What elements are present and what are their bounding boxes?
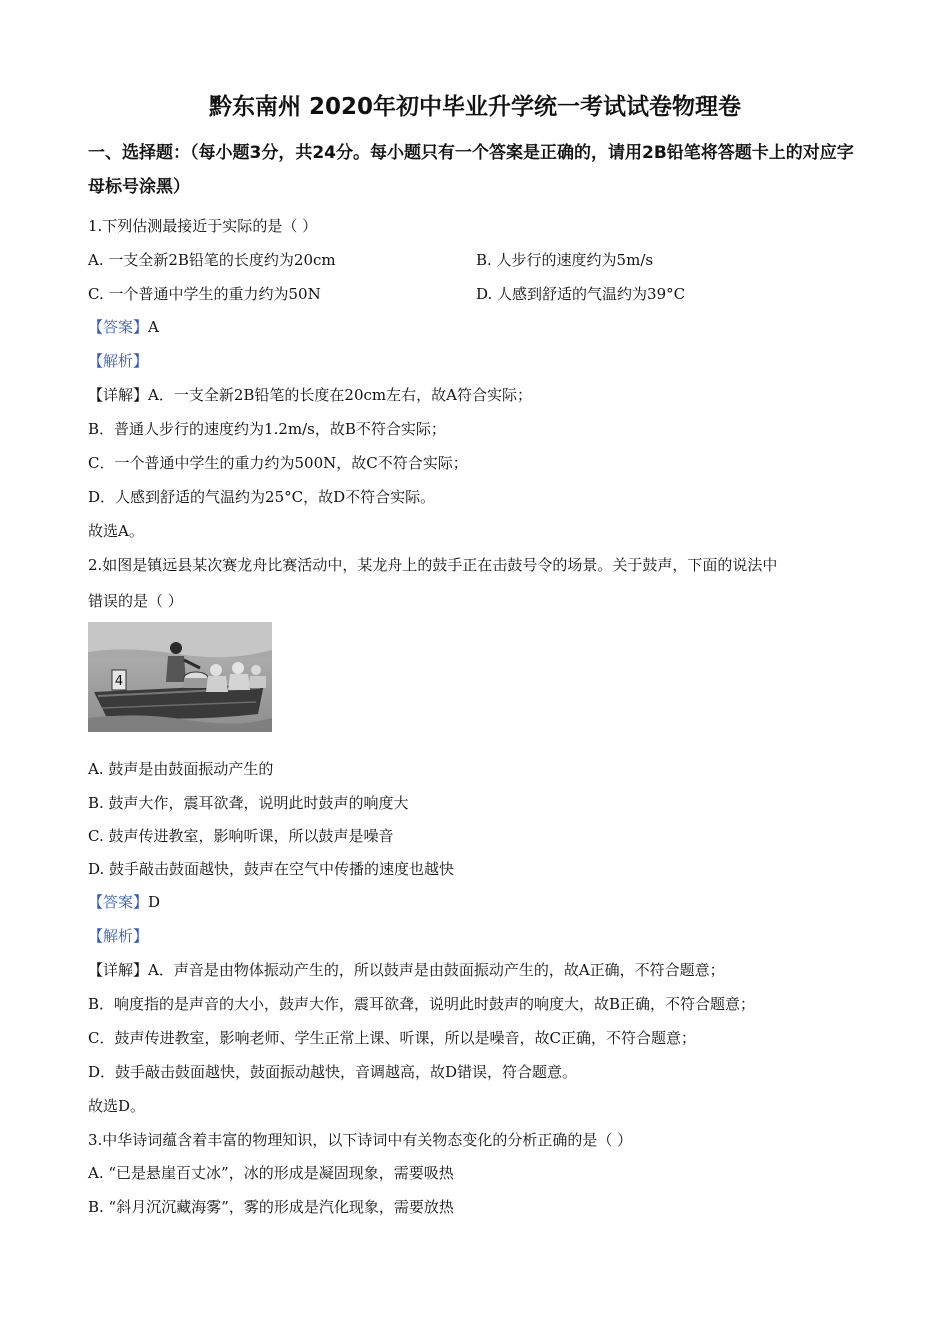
answer-value: A [148, 318, 159, 336]
answer-label: 【答案】 [88, 893, 149, 911]
section-heading: 一、选择题：（每小题3分，共24分。每小题只有一个答案是正确的，请用2B铅笔将答题卡上的对应字母标号涂黑） [88, 143, 854, 197]
question-1-analysis-label: 【解析】 [88, 352, 149, 370]
question-1-answer [88, 316, 159, 337]
question-3-option-a: A. “已是悬崖百丈冰”，冰的形成是凝固现象，需要吸热 [88, 1164, 454, 1182]
question-1-detail-a [88, 384, 532, 405]
question-1-option-a: A. 一支全新2B铅笔的长度约为20cm [88, 251, 336, 269]
detail-label: 【详解】 [88, 386, 149, 404]
question-1-option-d: D. 人感到舒适的气温约为39°C [476, 285, 686, 303]
detail-label: 【详解】 [88, 961, 149, 979]
question-2-analysis-label: 【解析】 [88, 927, 149, 945]
question-3-option-b: B. “斜月沉沉藏海雾”，雾的形成是汽化现象，需要放热 [88, 1198, 454, 1216]
question-2-conclusion: 故选D。 [88, 1097, 146, 1115]
answer-label: 【答案】 [88, 318, 149, 336]
detail-text: A．声音是由物体振动产生的，所以鼓声是由鼓面振动产生的，故A正确，不符合题意； [148, 961, 725, 979]
question-1-stem: 1.下列估测最接近于实际的是（ ） [88, 217, 318, 235]
boat-number-label: 4 [114, 674, 124, 689]
question-1-option-c: C. 一个普通中学生的重力约为50N [88, 285, 321, 303]
question-1-detail-d: D．人感到舒适的气温约为25°C，故D不符合实际。 [88, 488, 436, 506]
question-1-detail-c: C．一个普通中学生的重力约为500N，故C不符合实际； [88, 454, 468, 472]
answer-value: D [148, 893, 161, 911]
question-2-stem-line-1: 2.如图是镇远县某次赛龙舟比赛活动中，某龙舟上的鼓手正在击鼓号令的场景。关于鼓声，下面的说法中 [88, 556, 778, 574]
question-1-option-b: B. 人步行的速度约为5m/s [476, 251, 654, 269]
dragon-boat-drummer-photo [88, 622, 272, 732]
question-2-detail-d: D．鼓手敲击鼓面越快，鼓面振动越快，音调越高，故D错误，符合题意。 [88, 1063, 578, 1081]
question-2-option-a: A. 鼓声是由鼓面振动产生的 [88, 760, 274, 778]
detail-text: A．一支全新2B铅笔的长度在20cm左右，故A符合实际； [148, 386, 532, 404]
question-2-answer [88, 891, 160, 912]
question-1-detail-b: B．普通人步行的速度约为1.2m/s，故B不符合实际； [88, 420, 446, 438]
question-2-option-c: C. 鼓声传进教室，影响听课，所以鼓声是噪音 [88, 827, 394, 845]
question-2-detail-a [88, 959, 725, 980]
question-3-stem: 3.中华诗词蕴含着丰富的物理知识，以下诗词中有关物态变化的分析正确的是（ ） [88, 1131, 633, 1149]
question-2-option-d: D. 鼓手敲击鼓面越快，鼓声在空气中传播的速度也越快 [88, 860, 455, 878]
question-1-conclusion: 故选A。 [88, 522, 144, 540]
question-2-detail-c: C．鼓声传进教室，影响老师、学生正常上课、听课，所以是噪音，故C正确，不符合题意； [88, 1029, 696, 1047]
exam-title: 黔东南州 2020年初中毕业升学统一考试试卷物理卷 [208, 94, 742, 120]
question-2-stem-line-2: 错误的是（ ） [88, 592, 183, 610]
question-2-detail-b: B．响度指的是声音的大小，鼓声大作，震耳欲聋，说明此时鼓声的响度大，故B正确，不符合题意； [88, 995, 756, 1013]
question-2-option-b: B. 鼓声大作，震耳欲聋，说明此时鼓声的响度大 [88, 794, 409, 812]
